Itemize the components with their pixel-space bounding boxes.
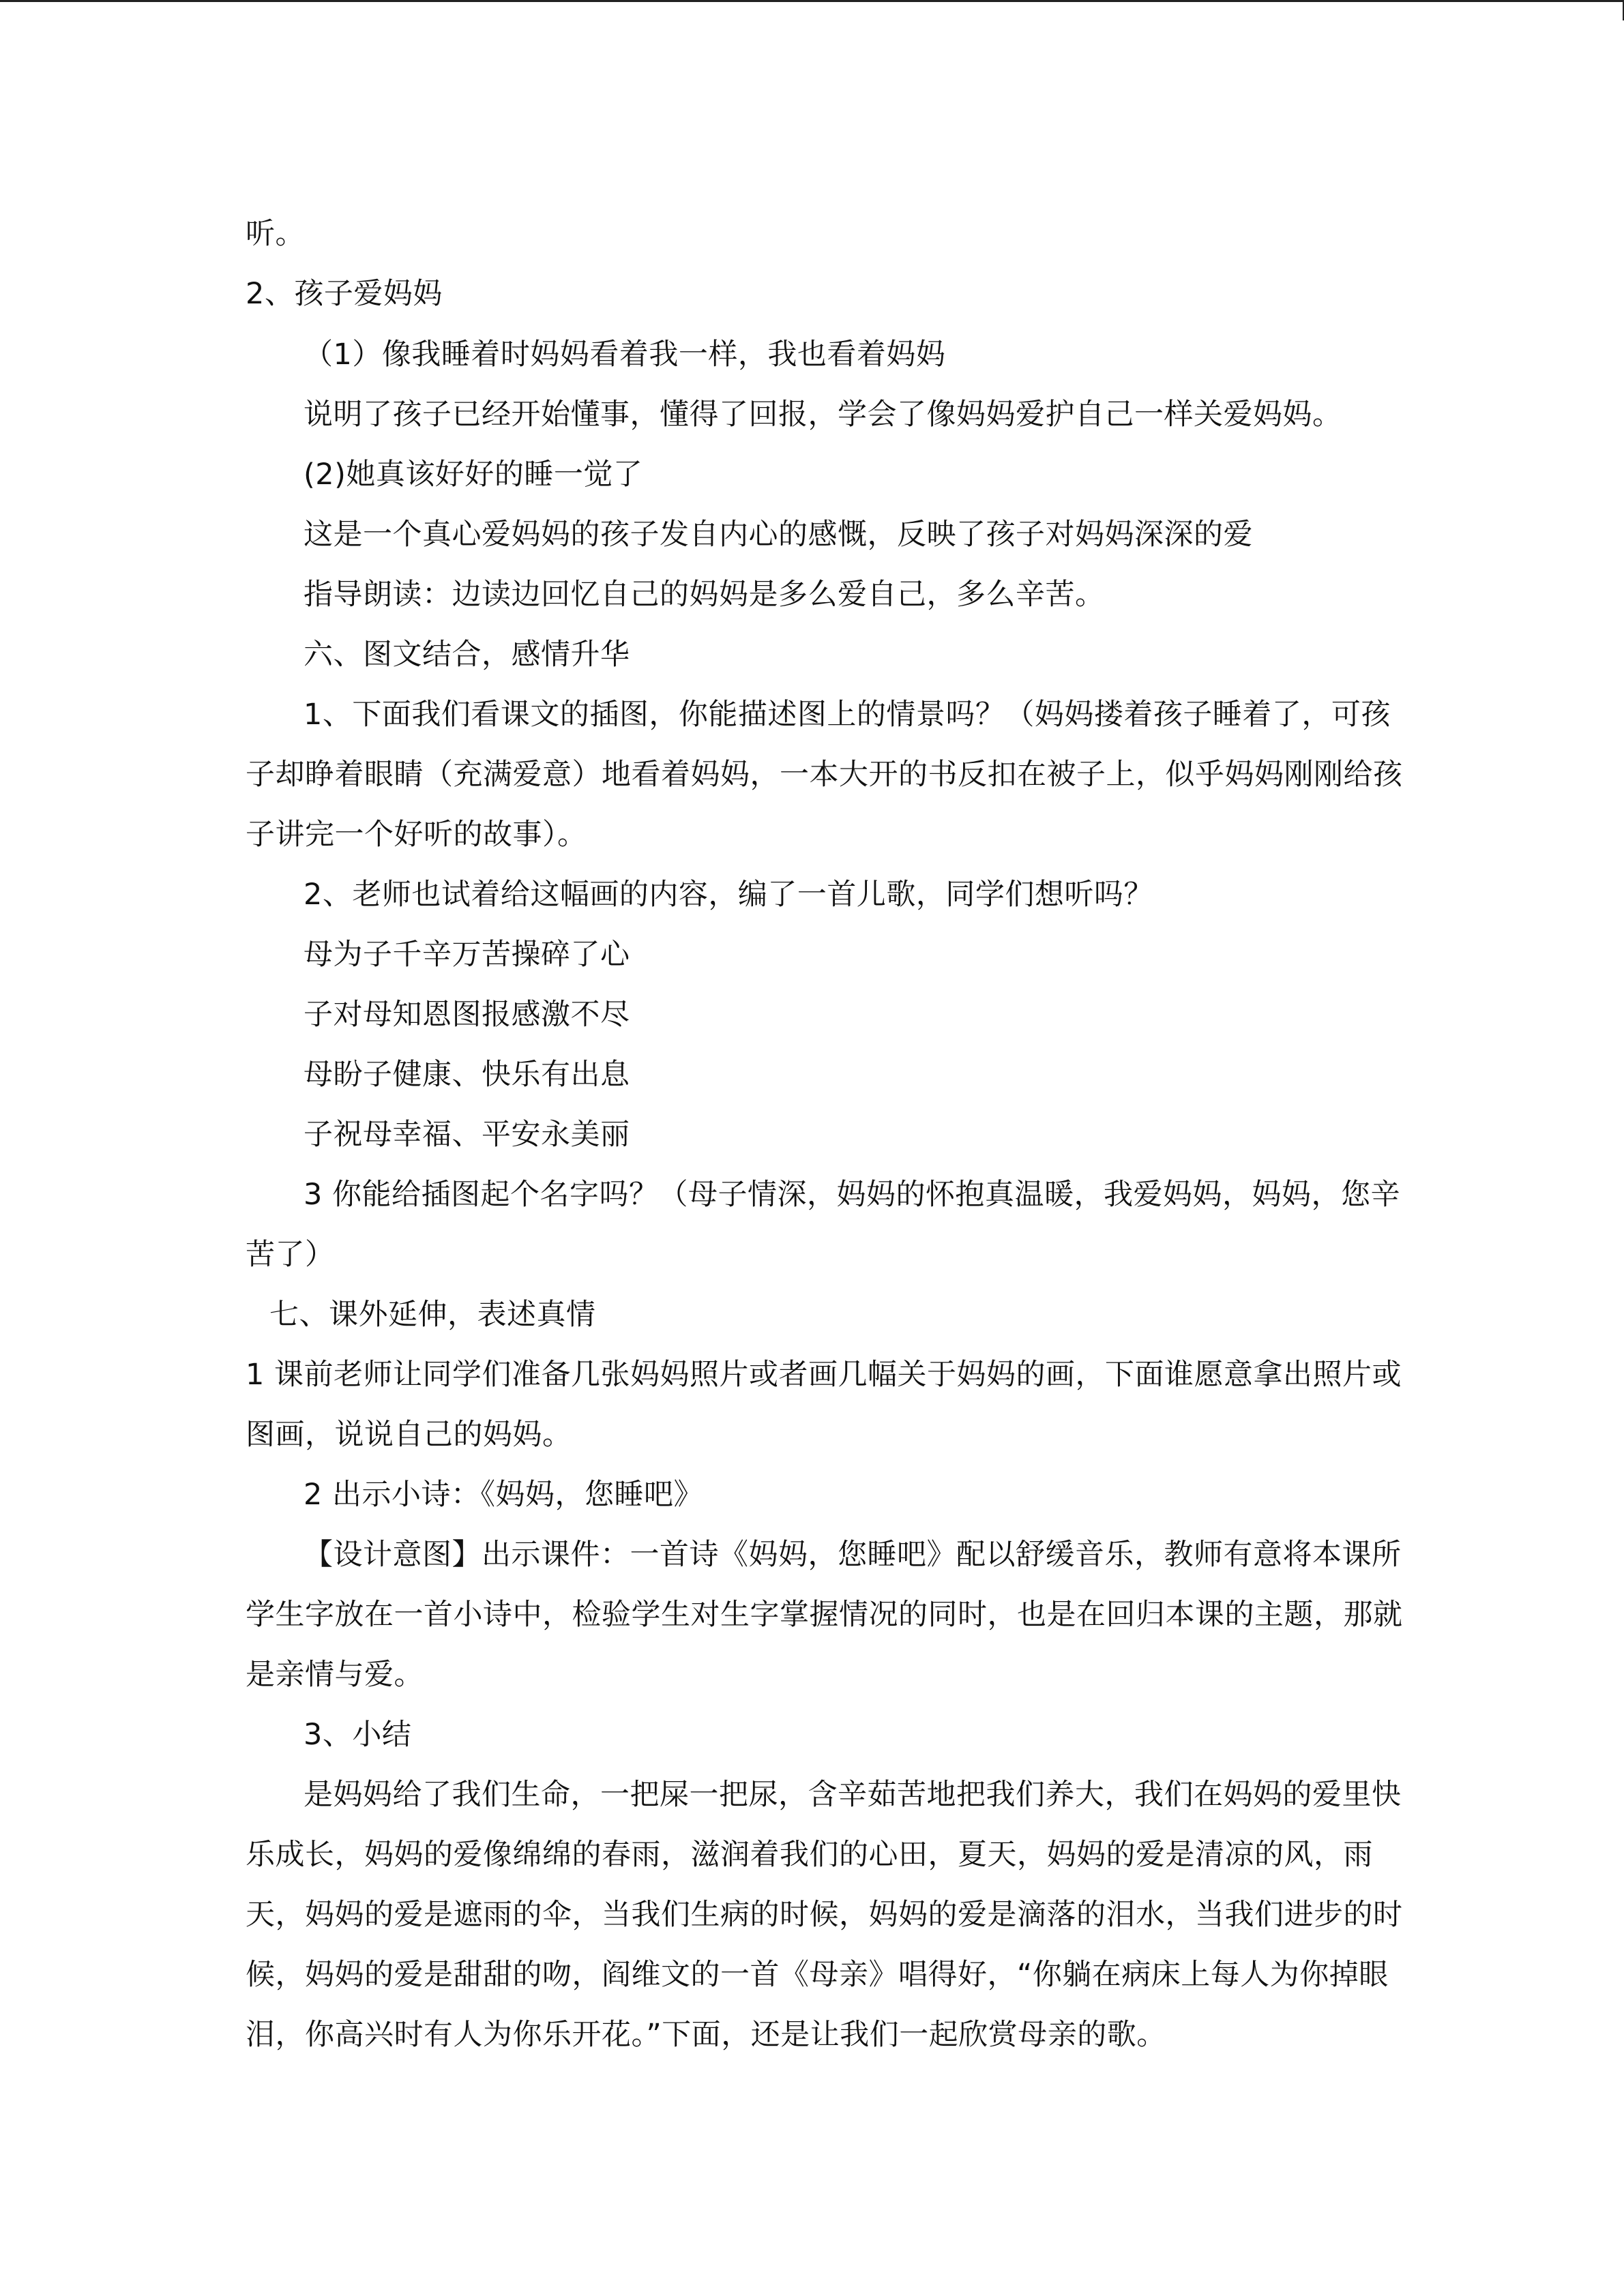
poem-line: 子对母知恩图报感激不尽 <box>304 998 630 1032</box>
text-line: 是妈妈给了我们生命，一把屎一把尿，含辛茹苦地把我们养大，我们在妈妈的爱里快 <box>304 1778 1402 1812</box>
text-line: 子却睁着眼睛（充满爱意）地看着妈妈，一本大开的书反扣在被子上，似乎妈妈刚刚给孩 <box>246 758 1403 792</box>
top-border <box>0 0 1624 2</box>
text-line: 这是一个真心爱妈妈的孩子发自内心的感慨，反映了孩子对妈妈深深的爱 <box>304 518 1253 552</box>
section-heading: 七、课外延伸，表述真情 <box>269 1298 596 1332</box>
text-line: 2 出示小诗：《妈妈，您睡吧》 <box>304 1478 704 1512</box>
text-line: 学生字放在一首小诗中，检验学生对生字掌握情况的同时，也是在回归本课的主题，那就 <box>246 1598 1403 1632</box>
text-line: 说明了孩子已经开始懂事，懂得了回报，学会了像妈妈爱护自己一样关爱妈妈。 <box>304 398 1342 432</box>
text-line: 天，妈妈的爱是遮雨的伞，当我们生病的时候，妈妈的爱是滴落的泪水，当我们进步的时 <box>246 1898 1403 1932</box>
poem-line: 子祝母幸福、平安永美丽 <box>304 1118 630 1152</box>
text-line: (2)她真该好好的睡一觉了 <box>304 458 643 492</box>
poem-line: 母盼子健康、快乐有出息 <box>304 1058 630 1092</box>
text-line: 3 你能给插图起个名字吗？（母子情深，妈妈的怀抱真温暖，我爱妈妈，妈妈，您辛 <box>304 1178 1401 1212</box>
text-line: 乐成长，妈妈的爱像绵绵的春雨，滋润着我们的心田，夏天，妈妈的爱是清凉的风，雨 <box>246 1838 1373 1872</box>
text-line: 2、老师也试着给这幅画的内容，编了一首儿歌，同学们想听吗？ <box>304 878 1153 912</box>
text-line: 是亲情与爱。 <box>246 1658 424 1692</box>
text-line: 【设计意图】出示课件：一首诗《妈妈，您睡吧》配以舒缓音乐，教师有意将本课所 <box>304 1538 1402 1572</box>
text-line: 听。 <box>246 217 305 251</box>
text-line: 泪，你高兴时有人为你乐开花。”下面，还是让我们一起欣赏母亲的歌。 <box>246 2018 1166 2052</box>
section-heading: 3、小结 <box>304 1718 412 1752</box>
text-line: 指导朗读：边读边回忆自己的妈妈是多么爱自己，多么辛苦。 <box>304 578 1105 612</box>
text-line: 苦了） <box>246 1238 335 1272</box>
text-line: 1、下面我们看课文的插图，你能描述图上的情景吗？（妈妈搂着孩子睡着了，可孩 <box>304 698 1391 732</box>
text-line: 图画，说说自己的妈妈。 <box>246 1418 572 1452</box>
poem-line: 母为子千辛万苦操碎了心 <box>304 938 630 972</box>
text-line: （1）像我睡着时妈妈看着我一样，我也看着妈妈 <box>304 338 946 372</box>
text-line: 候，妈妈的爱是甜甜的吻，阎维文的一首《母亲》唱得好，“你躺在病床上每人为你掉眼 <box>246 1958 1389 1992</box>
section-heading: 六、图文结合，感情升华 <box>304 638 630 672</box>
text-line: 1 课前老师让同学们准备几张妈妈照片或者画几幅关于妈妈的画，下面谁愿意拿出照片或 <box>246 1358 1402 1392</box>
section-heading: 2、孩子爱妈妈 <box>246 277 443 311</box>
text-line: 子讲完一个好听的故事）。 <box>246 818 587 852</box>
